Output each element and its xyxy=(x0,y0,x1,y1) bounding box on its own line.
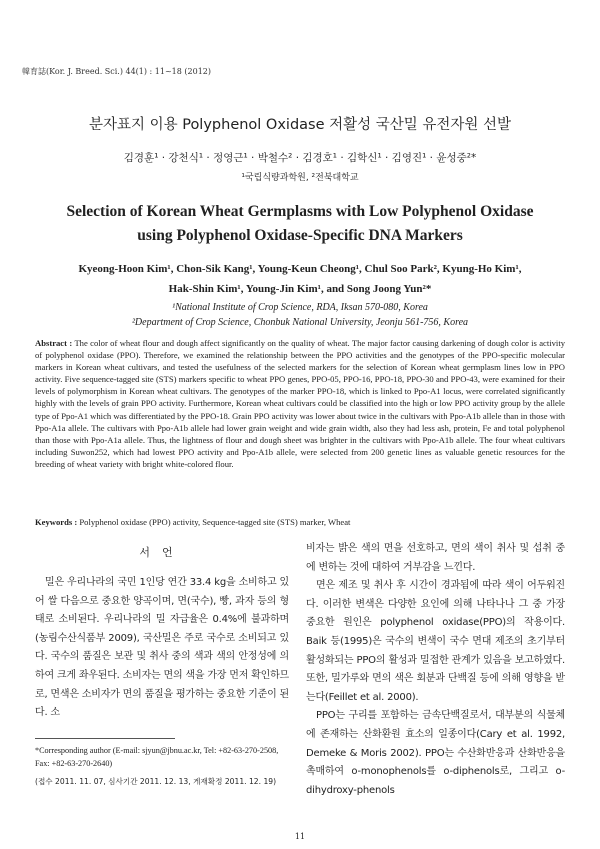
keywords-text: Polyphenol oxidase (PPO) activity, Sequence-tagged site (STS) marker, Wheat xyxy=(79,517,351,527)
left-paragraph: 밀은 우리나라의 국민 1인당 연간 33.4 kg을 소비하고 있어 쌀 다음으로 중요한 양곡이며, 면(국수), 빵, 과자 등의 형태로 소비된다. 우리나라의 밀 자급율은 0.4%에 불과하며(농림수산식품부 2009), 국산밀은 주로 국수로 소비되고 있다. 국수의 품질은 보관 및 취사 중의 색과 색의 안정성에 의하여 크게 좌우된다. 소비자는 면의 색을 가장 먼저 확인하므로, 면색은 소비자가 면의 품질을 평가하는 중요한 기준이 된다. 소 xyxy=(35,577,289,719)
running-head: 韓育誌(Kor. J. Breed. Sci.) 44(1) : 11~18 (2012) xyxy=(22,67,212,76)
affiliation-1: ¹National Institute of Crop Science, RDA, Iksan 570-080, Korea xyxy=(172,302,428,313)
received-dates: (접수 2011. 11. 07, 심사기간 2011. 12. 13, 게재확정 2011. 12. 19) xyxy=(35,777,277,786)
english-affiliations xyxy=(30,300,570,330)
right-paragraph-1: 비자는 밝은 색의 면을 선호하고, 면의 색이 취사 및 섭취 중에 변하는 것에 대하여 거부감을 느낀다. xyxy=(306,543,565,573)
section-heading-introduction: 서언 xyxy=(139,546,185,559)
abstract-text: The color of wheat flour and dough affect significantly on the quality of wheat. The major factor causing darkening of dough color is activity of polyphenol oxidase (PPO). Therefore, we examined the relationship between the PPO activities and the genotypes of the PPO-specific molecular markers in Korean wheat cultivars, and tested the usefulness of the selected markers for the selection of Korean wheat germplasm lines low in PPO activity. Five sequence-tagged site (STS) markers specific to wheat PPO genes, PPO-05, PPO-16, PPO-18, PPO-30 and PPO-43, were examined for their levels of polymorphism in Korean wheat cultivars. The genotypes of the marker PPO-18, which is linked to Ppo-A1 locus, were correlated significantly highly with the levels of grain PPO activity. Furthermore, Korean wheat cultivars could be classified into the high or low PPO activity group by the allele type of Ppo-A1 which was differentiated by the PPO-18. Grain PPO activity was lower about twice in the cultivars with Ppo-A1b allele than in those with Ppo-A1a allele. The cultivars with Ppo-A1b allele had lower grain weight and wide grain width, also they had less ash, protein, Fe and total polyphenol than those with Ppo-A1a allele. Thus, the lightness of flour and dough sheet was brighter in the cultivars with Ppo-A1b allele. The four wheat cultivars including Suwon252, which had lowest PPO activity and Ppo-A1b allele, were selected from 200 genetic lines as valuable genetic resources for the breeding of wheat variety with bright white-colored flour. xyxy=(35,338,565,469)
abstract xyxy=(35,337,565,470)
corresponding-author-footnote: *Corresponding author (E-mail: sjyun@jbnu.ac.kr, Tel: +82-63-270-2508, Fax: +82-63-270-2640) xyxy=(35,746,279,768)
english-title-line-2: using Polyphenol Oxidase-Specific DNA Markers xyxy=(137,227,463,244)
abstract-label: Abstract : xyxy=(35,338,73,348)
left-column xyxy=(35,574,289,723)
korean-title: 분자표지 이용 Polyphenol Oxidase 저활성 국산밀 유전자원 선발 xyxy=(88,117,512,133)
affiliation-2: ²Department of Crop Science, Chonbuk National University, Jeonju 561-756, Korea xyxy=(131,317,469,328)
keywords xyxy=(35,517,565,527)
footnote-divider xyxy=(35,738,175,739)
english-title-line-1: Selection of Korean Wheat Germplasms with Low Polyphenol Oxidase xyxy=(66,203,534,220)
right-column xyxy=(306,540,565,800)
right-paragraph-3: PPO는 구리를 포함하는 금속단백질로서, 대부분의 식물체에 존재하는 산화환원 효소의 일종이다(Cary et al. 1992, Demeke & Moris 2002). PPO는 수산화반응과 산화반응을 촉매하여 o-monophenols를 o-diphenols로, 그리고 o-dihydroxy-phenols xyxy=(306,710,565,796)
english-authors-line-1: Kyeong-Hoon Kim¹, Chon-Sik Kang¹, Young-Keun Cheong¹, Chul Soo Park², Kyung-Ho Kim¹, xyxy=(78,263,522,275)
right-paragraph-2: 면은 제조 및 취사 후 시간이 경과됨에 따라 색이 어두워진다. 이러한 변색은 다양한 요인에 의해 나타나나 그 중 가장 중요한 원인은 polyphenol oxidase(PPO)의 작용이다. Baik 등(1995)은 국수의 변색이 국수 면대 제조의 초기부터 활성화되는 PPO의 활성과 밀접한 관계가 있음을 보고하였다. 또한, 밀가루와 면의 색은 회분과 단백질 등에 의해 영향을 받는다(Feillet et al. 2000). xyxy=(306,580,565,703)
english-title xyxy=(40,200,560,248)
korean-affiliations: ¹국립식량과학원, ²전북대학교 xyxy=(241,173,359,183)
english-authors-line-2: Hak-Shin Kim¹, Young-Jin Kim¹, and Song Joong Yun²* xyxy=(168,283,432,295)
english-authors xyxy=(30,259,570,299)
keywords-label: Keywords : xyxy=(35,517,78,527)
korean-authors: 김경훈¹ · 강천식¹ · 정영근¹ · 박철수² · 김경호¹ · 김학신¹ · 김영진¹ · 윤성중²* xyxy=(123,152,477,164)
page-number: 11 xyxy=(294,832,306,841)
